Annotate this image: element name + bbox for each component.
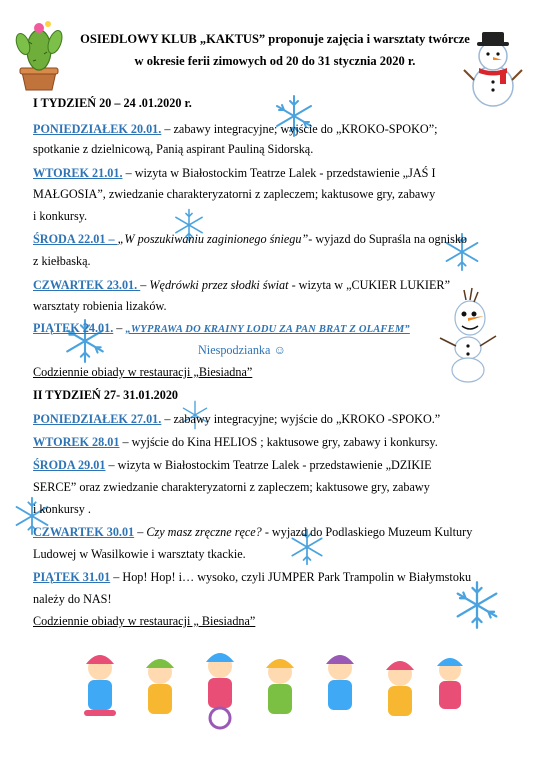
week1-friday	[33, 319, 517, 339]
week1-surprise: Niespodzianka ☺	[198, 343, 286, 357]
week2-tuesday	[33, 433, 517, 451]
week1-thursday-date: CZWARTEK 23.01.	[33, 278, 141, 292]
week1-monday-cont: spotkanie z dzielnicową, Panią aspirant Pauliną Sidorską.	[33, 142, 314, 156]
week1-wednesday-text: - wyjazd do Supraśla na ognisko	[308, 232, 468, 246]
week1-thursday	[33, 276, 517, 294]
header	[60, 28, 490, 72]
week2-tuesday-date: WTOREK 28.01	[33, 435, 120, 449]
week1-tuesday-text: – wizyta w Białostockim Teatrze Lalek - przedstawienie „JAŚ I	[122, 166, 436, 180]
week1-monday	[33, 120, 517, 138]
header-title: OSIEDLOWY KLUB „KAKTUS” proponuje zajęcia i warsztaty twórcze	[80, 32, 470, 46]
week1-thursday-cont: warsztaty robienia lizaków.	[33, 299, 167, 313]
children-sledding-icon	[70, 638, 470, 734]
week2-monday	[33, 410, 517, 428]
week1-thursday-text: - wizyta w „CUKIER LUKIER”	[288, 278, 450, 292]
week2-friday-text: – Hop! Hop! i… wysoko, czyli JUMPER Park Trampolin w Białymstoku	[110, 570, 472, 584]
week1-monday-date: PONIEDZIAŁEK 20.01.	[33, 122, 162, 136]
week1-wednesday-cont: z kiełbaską.	[33, 254, 91, 268]
week2-thursday-text: - wyjazd do Podlaskiego Muzeum Kultury	[261, 525, 473, 539]
week1-tuesday-cont2: i konkursy.	[33, 209, 88, 223]
header-subtitle: w okresie ferii zimowych od 20 do 31 stycznia 2020 r.	[134, 54, 416, 68]
week1-lunch: Codziennie obiady w restauracji „Biesiadna”	[33, 365, 253, 379]
week2-title: II TYDZIEŃ 27- 31.01.2020	[33, 388, 179, 402]
week2-thursday-italic: – Czy masz zręczne ręce?	[134, 525, 262, 539]
week1-friday-olaf-trip: „WYPRAWA DO KRAINY LODU ZA PAN BRAT Z OLAFEM”	[125, 324, 410, 335]
week1-tuesday	[33, 164, 517, 182]
week2-thursday-date: CZWARTEK 30.01	[33, 525, 135, 539]
week1-monday-text: – zabawy integracyjne; wyjście do „KROKO-SPOKO”;	[161, 122, 438, 136]
week1-wednesday-italic: „W poszukiwaniu zaginionego śniegu”	[117, 232, 309, 246]
week1-title: I TYDZIEŃ 20 – 24 .01.2020 r.	[33, 96, 192, 110]
week2-monday-date: PONIEDZIAŁEK 27.01.	[33, 412, 162, 426]
week1-tuesday-cont: MAŁGOSIA”, zwiedzanie charakteryzatorni z zapleczem; kaktusowe gry, zabawy	[33, 187, 436, 201]
week1-wednesday-date: ŚRODA 22.01 –	[33, 232, 118, 246]
week1-thursday-italic: – Wędrówki przez słodki świat	[140, 278, 289, 292]
week2-thursday	[33, 523, 517, 541]
week2-wednesday	[33, 456, 517, 474]
week2-wednesday-cont2: i konkursy .	[33, 502, 91, 516]
week1-friday-date: PIĄTEK 24.01.	[33, 321, 114, 335]
week2-friday	[33, 568, 517, 586]
week2-lunch: Codziennie obiady w restauracji „ Biesiadna”	[33, 614, 256, 628]
week2-friday-date: PIĄTEK 31.01	[33, 570, 111, 584]
week2-thursday-cont: Ludowej w Wasilkowie i warsztaty tkackie.	[33, 547, 246, 561]
week2-wednesday-text: – wizyta w Białostockim Teatrze Lalek - przedstawienie „DZIKIE	[105, 458, 432, 472]
week2-wednesday-date: ŚRODA 29.01	[33, 458, 106, 472]
week1-friday-dash: –	[113, 321, 126, 335]
week2-monday-text: – zabawy integracyjne; wyjście do „KROKO -SPOKO.”	[161, 412, 441, 426]
week2-tuesday-text: – wyjście do Kina HELIOS ; kaktusowe gry, zabawy i konkursy.	[119, 435, 438, 449]
week1-wednesday	[33, 230, 517, 248]
week2-wednesday-cont: SERCE” oraz zwiedzanie charakteryzatorni z zapleczem; kaktusowe gry, zabawy	[33, 480, 430, 494]
week2-friday-cont: należy do NAS!	[33, 592, 112, 606]
week1-tuesday-date: WTOREK 21.01.	[33, 166, 123, 180]
